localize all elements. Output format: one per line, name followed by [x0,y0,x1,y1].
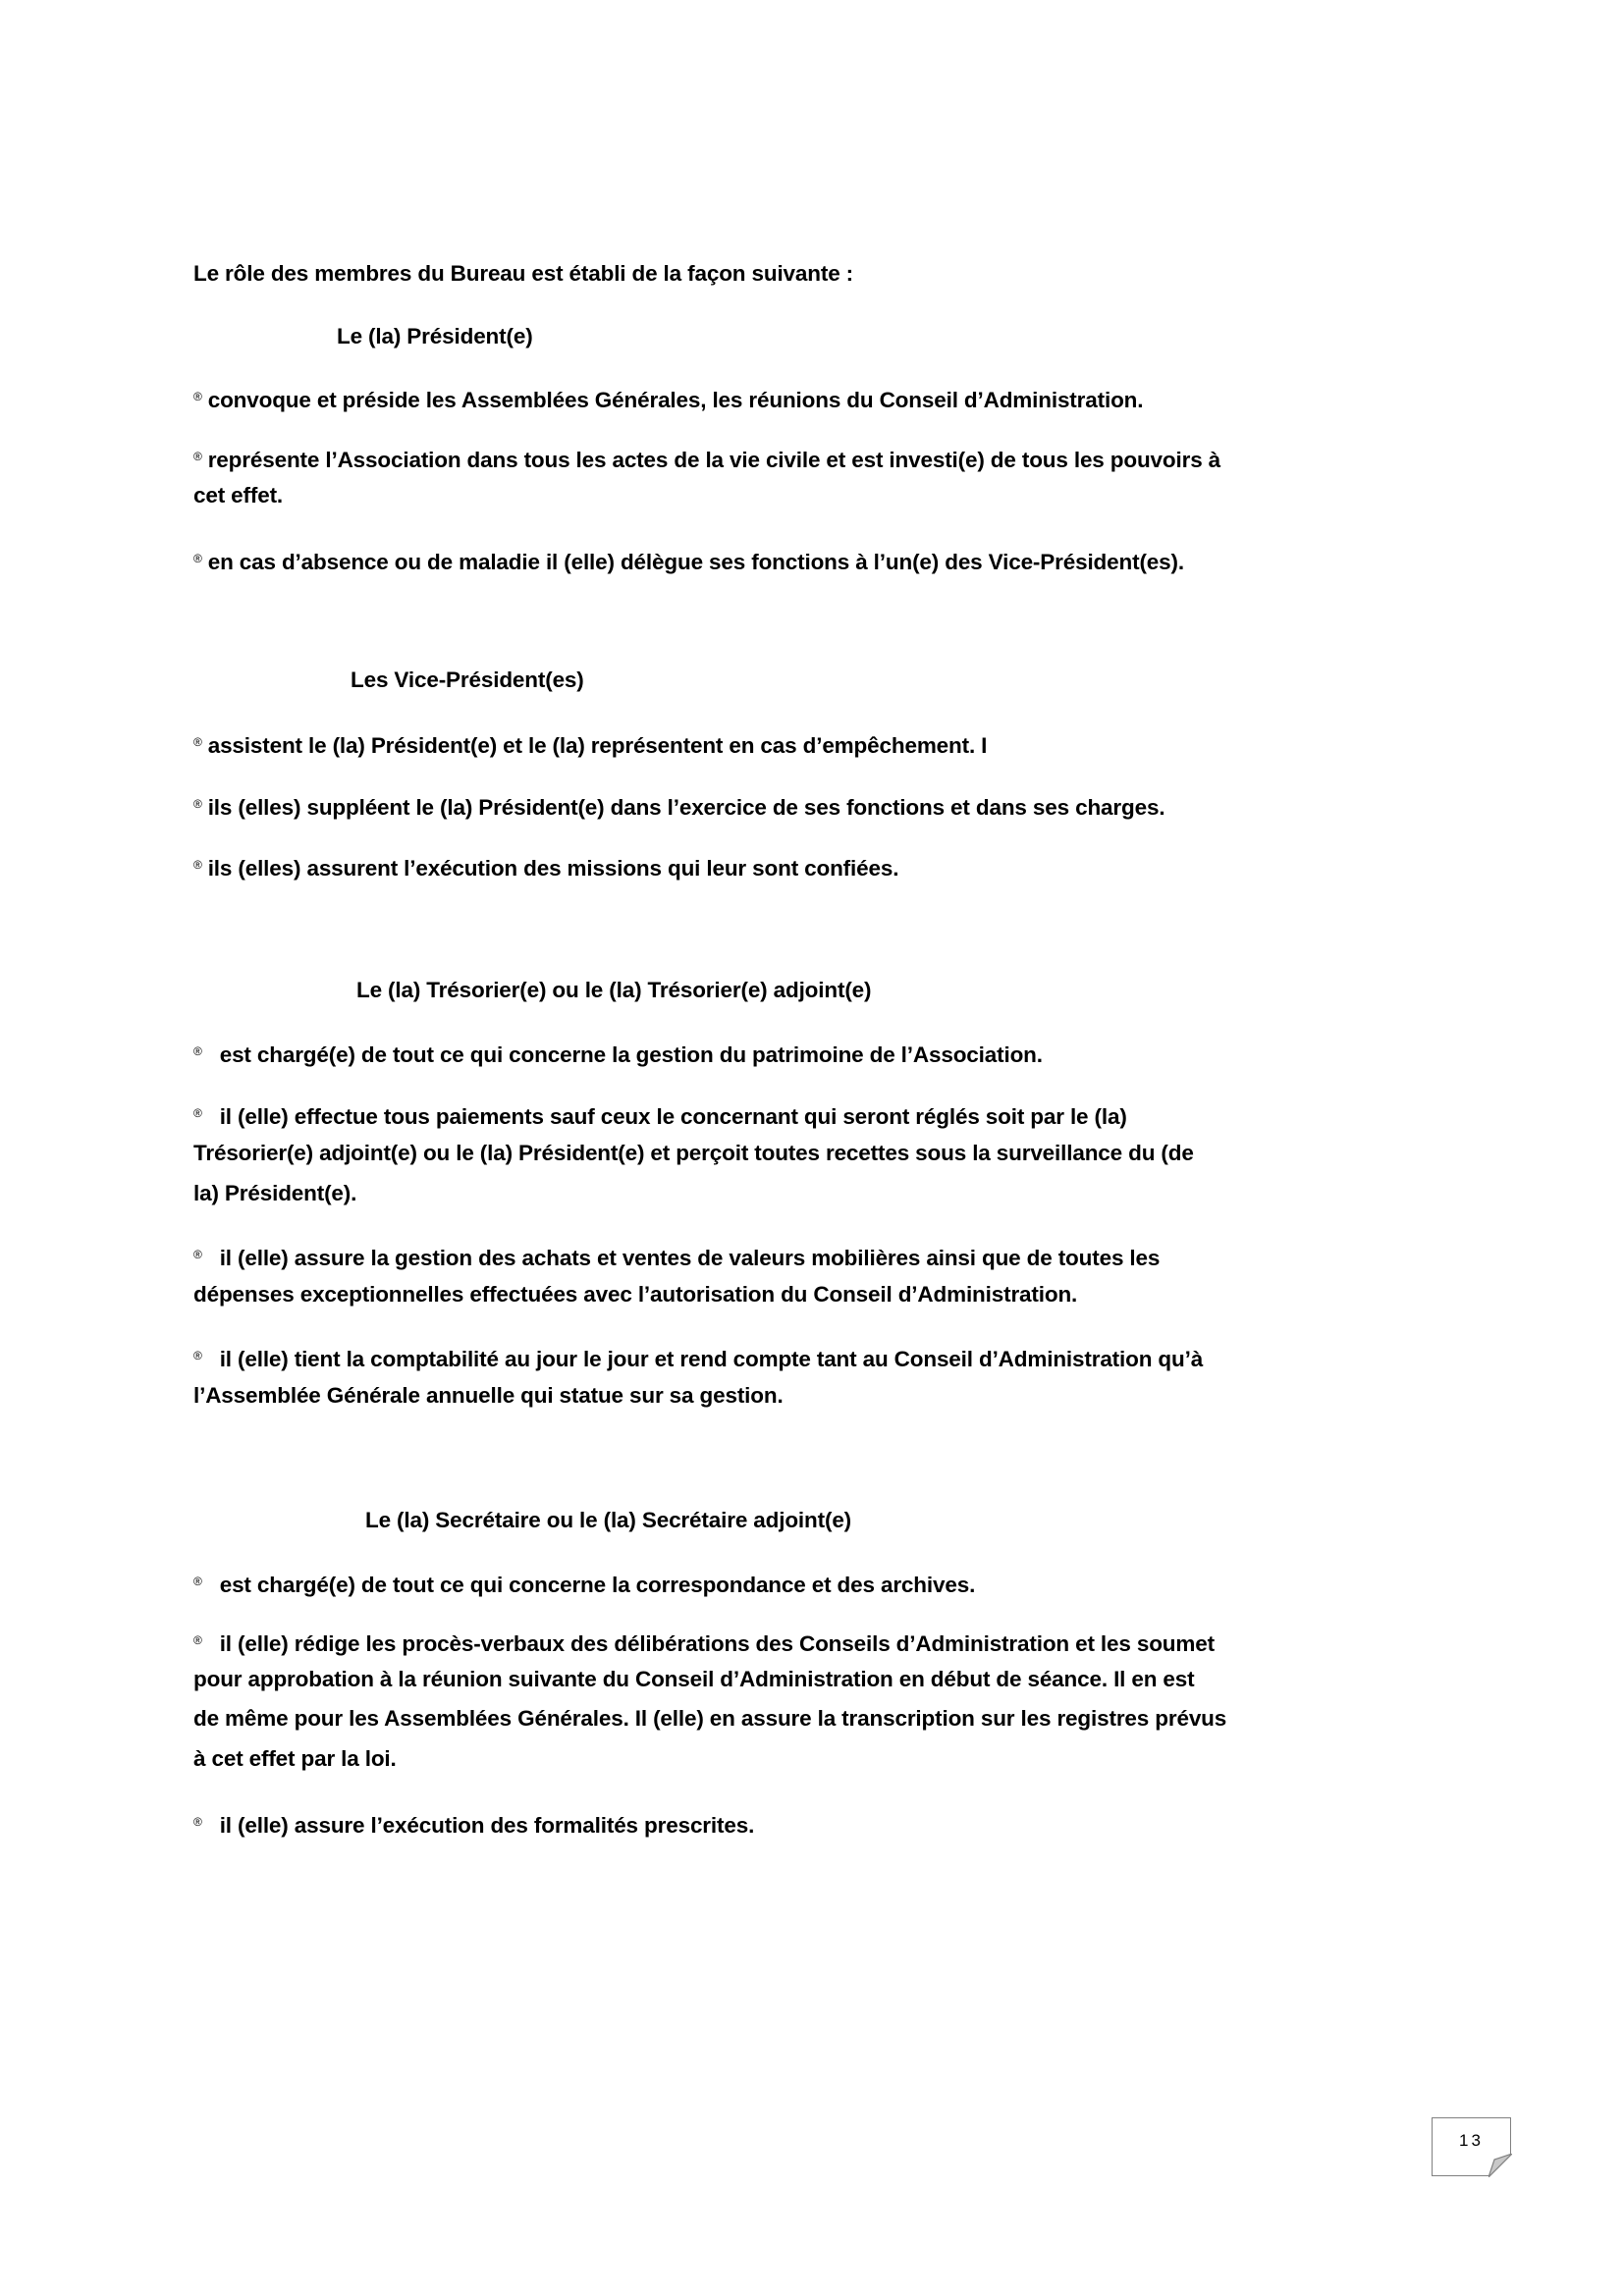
page-number-box [1432,2117,1511,2176]
item-text-continuation: la) Président(e). [193,1181,357,1205]
section-heading-vice-presidents: Les Vice-Président(es) [351,667,584,692]
item-text: il (elle) effectue tous paiements sauf ceux le concernant qui seront réglés soit par le (la) [219,1104,1127,1129]
item-text-continuation: dépenses exceptionnelles effectuées avec l’autorisation du Conseil d’Administration. [193,1282,1078,1307]
item-text: représente l’Association dans tous les actes de la vie civile et est investi(e) de tous les pouvoirs à [207,448,1221,472]
registered-bullet-icon: ® [193,450,202,463]
list-item [193,1100,1127,1130]
registered-bullet-icon: ® [193,390,202,403]
item-text-continuation: pour approbation à la réunion suivante du Conseil d’Administration en début de séance. Il en est [193,1667,1195,1691]
registered-bullet-icon: ® [193,1248,202,1261]
list-item [193,444,1220,473]
item-text-continuation: l’Assemblée Générale annuelle qui statue sur sa gestion. [193,1383,784,1408]
item-text: est chargé(e) de tout ce qui concerne la gestion du patrimoine de l’Association. [219,1042,1043,1067]
item-text-continuation: de même pour les Assemblées Générales. Il (elle) en assure la transcription sur les registres prévus [193,1706,1227,1731]
item-text: en cas d’absence ou de maladie il (elle) délègue ses fonctions à l’un(e) des Vice-Président(es). [207,550,1184,574]
registered-bullet-icon: ® [193,1633,202,1647]
list-item [193,1039,1043,1068]
list-item [193,1242,1160,1271]
registered-bullet-icon: ® [193,1349,202,1362]
registered-bullet-icon: ® [193,1815,202,1829]
registered-bullet-icon: ® [193,552,202,565]
registered-bullet-icon: ® [193,858,202,872]
list-item [193,1569,975,1598]
registered-bullet-icon: ® [193,735,202,749]
list-item [193,546,1184,575]
item-text: assistent le (la) Président(e) et le (la) représentent en cas d’empêchement. I [207,733,988,758]
list-item [193,729,987,759]
item-text: il (elle) rédige les procès-verbaux des délibérations des Conseils d’Administration et les soumet [219,1631,1215,1656]
item-text: convoque et préside les Assemblées Générales, les réunions du Conseil d’Administration. [207,388,1144,412]
list-item [193,852,898,881]
list-item [193,791,1164,821]
item-text-continuation: Trésorier(e) adjoint(e) ou le (la) Président(e) et perçoit toutes recettes sous la surveillance du (de [193,1141,1194,1165]
registered-bullet-icon: ® [193,1044,202,1058]
item-text: il (elle) assure l’exécution des formalités prescrites. [219,1813,755,1838]
section-heading-treasurer: Le (la) Trésorier(e) ou le (la) Trésorier(e) adjoint(e) [356,978,872,1002]
list-item [193,1343,1203,1372]
item-text: ils (elles) assurent l’exécution des missions qui leur sont confiées. [207,856,899,881]
item-text-continuation: à cet effet par la loi. [193,1746,397,1771]
item-text: il (elle) tient la comptabilité au jour le jour et rend compte tant au Conseil d’Administration qu’à [219,1347,1204,1371]
list-item [193,1809,754,1839]
registered-bullet-icon: ® [193,1106,202,1120]
registered-bullet-icon: ® [193,797,202,811]
item-text-continuation: cet effet. [193,483,284,507]
item-text: est chargé(e) de tout ce qui concerne la correspondance et des archives. [219,1573,976,1597]
registered-bullet-icon: ® [193,1575,202,1588]
section-heading-secretary: Le (la) Secrétaire ou le (la) Secrétaire adjoint(e) [365,1508,852,1532]
page-number: 13 [1459,2131,1484,2150]
item-text: ils (elles) suppléent le (la) Président(e) dans l’exercice de ses fonctions et dans ses charges. [207,795,1165,820]
list-item [193,384,1143,413]
item-text: il (elle) assure la gestion des achats et ventes de valeurs mobilières ainsi que de toutes les [219,1246,1161,1270]
list-item [193,1628,1215,1657]
folded-corner-icon [1489,2154,1512,2177]
intro-text: Le rôle des membres du Bureau est établi de la façon suivante : [193,261,854,286]
section-heading-president: Le (la) Président(e) [337,324,533,348]
